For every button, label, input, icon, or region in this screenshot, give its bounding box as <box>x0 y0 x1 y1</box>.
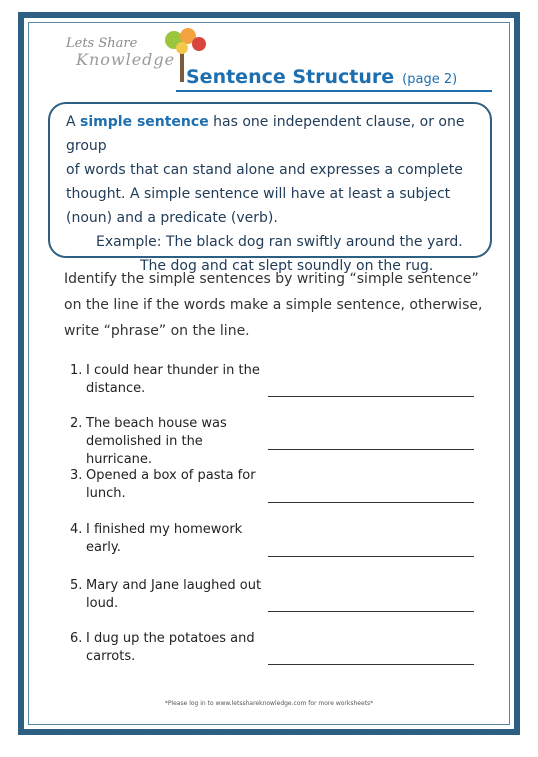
definition-text: has one independent clause, or one group <box>66 114 465 154</box>
definition-line-4: (noun) and a predicate (verb). <box>66 210 278 226</box>
instructions <box>64 266 486 344</box>
question-item-5 <box>70 577 270 613</box>
tree-trunk <box>180 52 184 82</box>
definition-line-2: of words that can stand alone and expresses a complete <box>66 162 463 178</box>
instructions-line-1: Identify the simple sentences by writing “simple sentence” <box>64 271 479 287</box>
page-title <box>186 66 457 88</box>
question-text: The beach house was <box>86 416 227 431</box>
question-number: 3. <box>70 468 83 483</box>
question-number: 1. <box>70 363 83 378</box>
question-text: I could hear thunder in the <box>86 363 260 378</box>
title-underline <box>176 90 492 92</box>
question-text: Opened a box of pasta for <box>86 468 256 483</box>
question-item-1 <box>70 362 270 398</box>
question-text-cont: carrots. <box>86 649 136 664</box>
question-text: I dug up the potatoes and <box>86 631 255 646</box>
example-line-1: Example: The black dog ran swiftly around the yard. <box>96 234 463 250</box>
question-text-cont: demolished in the hurricane. <box>86 434 203 467</box>
question-number: 2. <box>70 416 83 431</box>
instructions-line-3: write “phrase” on the line. <box>64 323 250 339</box>
question-item-6 <box>70 630 270 666</box>
tree-leaf-red <box>192 37 206 51</box>
question-text-cont: lunch. <box>86 486 126 501</box>
question-item-4 <box>70 521 270 557</box>
definition-line-3: thought. A simple sentence will have at least a subject <box>66 186 451 202</box>
question-item-3 <box>70 467 270 503</box>
instructions-line-2: on the line if the words make a simple sentence, otherwise, <box>64 297 483 313</box>
question-text-cont: distance. <box>86 381 146 396</box>
footer-note: *Please log in to www.letsshareknowledge.com for more worksheets* <box>164 700 374 707</box>
question-number: 4. <box>70 522 83 537</box>
question-text-cont: early. <box>86 540 121 555</box>
definition-term: simple sentence <box>80 114 209 130</box>
question-text-cont: loud. <box>86 596 119 611</box>
definition-box <box>48 102 492 274</box>
example-line-2: The dog and cat slept soundly on the rug. <box>140 258 434 274</box>
answer-line-2[interactable] <box>268 449 474 450</box>
logo-text-knowledge: Knowledge <box>76 50 176 69</box>
answer-line-5[interactable] <box>268 611 474 612</box>
definition-line-1 <box>66 110 476 158</box>
title-main: Sentence Structure <box>186 66 395 88</box>
question-number: 5. <box>70 578 83 593</box>
answer-line-1[interactable] <box>268 396 474 397</box>
tree-leaf-yellow <box>176 42 188 54</box>
question-number: 6. <box>70 631 83 646</box>
answer-line-4[interactable] <box>268 556 474 557</box>
definition-text: A <box>66 114 81 130</box>
answer-line-6[interactable] <box>268 664 474 665</box>
question-text: I finished my homework <box>86 522 243 537</box>
answer-line-3[interactable] <box>268 502 474 503</box>
title-page-number: (page 2) <box>402 72 458 87</box>
question-text: Mary and Jane laughed out <box>86 578 262 593</box>
logo-text-lets-share: Lets Share <box>66 36 138 51</box>
question-item-2 <box>70 415 270 469</box>
